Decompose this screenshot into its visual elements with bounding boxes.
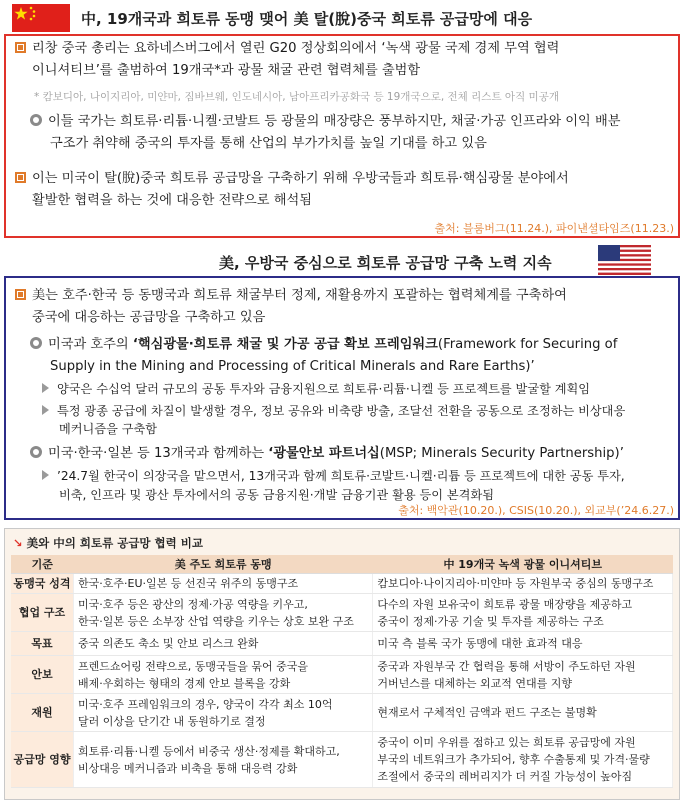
us-subsection-1-item-a: 양국은 수십억 달러 규모의 공동 투자와 금융지원으로 희토류·리튬·니켈 등 프로젝트를 발굴할 계획임	[42, 378, 590, 400]
china-paragraph-3: 이는 미국이 탈(脫)중국 희토류 공급망을 구축하기 위해 우방국들과 희토류·핵심광물 분야에서	[14, 168, 569, 190]
us-cell: 중국 의존도 축소 및 안보 리스크 완화	[74, 632, 373, 656]
china-flag-icon	[12, 4, 70, 32]
table-header-row	[11, 555, 673, 574]
china-paragraph-1: 리창 중국 총리는 요하네스버그에서 열린 G20 정상회의에서 ‘녹색 광물 국제 경제 무역 협력	[14, 38, 559, 60]
comparison-title: ↘ 美와 中의 희토류 공급망 협력 비교	[13, 536, 203, 550]
china-source: 출처: 블룸버그(11.24.), 파이낸셜타임즈(11.23.)	[434, 222, 674, 235]
cn-cell: 중국이 이미 우위를 점하고 있는 희토류 공급망에 자원 부국의 네트워크가 추가되어, 향후 수출통제 및 가격·물량 조절에서 중국의 레버리지가 더 커질 가능성이 높아짐	[373, 732, 673, 788]
us-subsection-1: 미국과 호주의 ‘핵심광물·희토류 채굴 및 가공 공급 확보 프레임워크(Framework for Securing of	[30, 334, 617, 356]
square-bullet-icon	[14, 41, 27, 54]
table-row	[11, 632, 673, 656]
us-section-title: 美, 우방국 중심으로 희토류 공급망 구축 노력 지속	[219, 254, 552, 272]
header-us-alliance: 美 주도 희토류 동맹	[74, 555, 373, 574]
china-section-title: 中, 19개국과 희토류 동맹 맺어 美 탈(脫)중국 희토류 공급망에 대응	[81, 10, 533, 28]
us-subsection-2-item-a: ’24.7월 한국이 의장국을 맡으면서, 13개국과 함께 희토류·코발트·니켈·리튬 등 프로젝트에 대한 공동 투자,	[42, 465, 625, 487]
china-footnote: * 캄보디아, 나이지리아, 미얀마, 짐바브웨, 인도네시아, 남아프리카공화국 등 19개국으로, 전체 리스트 아직 미공개	[34, 91, 559, 103]
row-key: 공급망 영향	[11, 732, 74, 788]
triangle-bullet-icon	[42, 470, 49, 480]
triangle-bullet-icon	[42, 383, 49, 393]
gear-bullet-icon	[30, 114, 42, 126]
cn-cell: 다수의 자원 보유국이 희토류 광물 매장량을 제공하고 중국이 정제·가공 기술 및 투자를 제공하는 구조	[373, 594, 673, 632]
us-subsection-1-item-b-cont: 메커니즘을 구축함	[59, 422, 158, 436]
header-criteria: 기준	[11, 555, 74, 574]
square-bullet-icon	[14, 171, 27, 184]
table-row	[11, 694, 673, 732]
row-key: 협업 구조	[11, 594, 74, 632]
cn-cell: 현재로서 구체적인 금액과 펀드 구조는 불명확	[373, 694, 673, 732]
us-cell: 미국·호주 등은 광산의 정제·가공 역량을 키우고, 한국·일본 등은 소부장 산업 역량을 키우는 상호 보완 구조	[74, 594, 373, 632]
cn-cell: 미국 측 블록 국가 동맹에 대한 효과적 대응	[373, 632, 673, 656]
us-cell: 희토류·리튬·니켈 등에서 비중국 생산·정제를 확대하고, 비상대응 메커니즘과 비축을 통해 대응력 강화	[74, 732, 373, 788]
gear-bullet-icon	[30, 337, 42, 349]
us-flag-icon	[598, 245, 651, 275]
china-paragraph-1-cont: 이니셔티브’를 출범하여 19개국*과 광물 채굴 관련 협력체를 출범함	[32, 63, 421, 78]
us-cell: 한국·호주·EU·일본 등 선진국 위주의 동맹구조	[74, 574, 373, 594]
header-cn-initiative: 中 19개국 녹색 광물 이니셔티브	[373, 555, 673, 574]
table-row	[11, 732, 673, 788]
row-key: 동맹국 성격	[11, 574, 74, 594]
us-cell: 프렌드쇼어링 전략으로, 동맹국들을 묶어 중국을 배제·우회하는 형태의 경제 안보 블록을 강화	[74, 656, 373, 694]
table-row	[11, 594, 673, 632]
us-source: 출처: 백악관(10.20.), CSIS(10.20.), 외교부(’24.6.27.)	[398, 504, 674, 517]
row-key: 안보	[11, 656, 74, 694]
cn-cell: 중국과 자원부국 간 협력을 통해 서방이 주도하던 자원 거버넌스를 대체하는 외교적 연대를 지향	[373, 656, 673, 694]
us-paragraph-1: 美는 호주·한국 등 동맹국과 희토류 채굴부터 정제, 재활용까지 포괄하는 협력체계를 구축하여	[14, 285, 567, 307]
comparison-table	[11, 555, 673, 788]
us-subsection-2: 미국·한국·일본 등 13개국과 함께하는 ‘광물안보 파트너십(MSP; Minerals Security Partnership)’	[30, 443, 624, 465]
arrow-icon: ↘	[13, 536, 23, 550]
us-paragraph-1-cont: 중국에 대응하는 공급망을 구축하고 있음	[32, 310, 266, 325]
table-row	[11, 656, 673, 694]
us-subsection-1-cont: Supply in the Mining and Processing of Critical Minerals and Rare Earths)’	[50, 359, 535, 374]
gear-bullet-icon	[30, 446, 42, 458]
row-key: 목표	[11, 632, 74, 656]
triangle-bullet-icon	[42, 405, 49, 415]
square-bullet-icon	[14, 288, 27, 301]
china-paragraph-2-cont: 구조가 취약해 중국의 투자를 통해 산업의 부가가치를 높일 기대를 하고 있음	[50, 136, 487, 151]
china-paragraph-2: 이들 국가는 희토류·리튬·니켈·코발트 등 광물의 매장량은 풍부하지만, 채굴·가공 인프라와 이익 배분	[30, 111, 620, 133]
us-cell: 미국·호주 프레임워크의 경우, 양국이 각각 최소 10억 달러 이상을 단기간 내 동원하기로 결정	[74, 694, 373, 732]
china-paragraph-3-cont: 활발한 협력을 하는 것에 대응한 전략으로 해석됨	[32, 193, 312, 208]
row-key: 재원	[11, 694, 74, 732]
us-subsection-2-item-a-cont: 비축, 인프라 및 광산 투자에서의 공동 금융지원·개발 금융기관 활용 등이 본격화됨	[59, 488, 495, 502]
comparison-panel	[4, 528, 680, 800]
table-row	[11, 574, 673, 594]
cn-cell: 캄보디아·나이지리아·미얀마 등 자원부국 중심의 동맹구조	[373, 574, 673, 594]
us-subsection-1-item-b: 특정 광종 공급에 차질이 발생할 경우, 정보 공유와 비축량 방출, 조달선 전환을 공동으로 조정하는 비상대응	[42, 400, 625, 422]
